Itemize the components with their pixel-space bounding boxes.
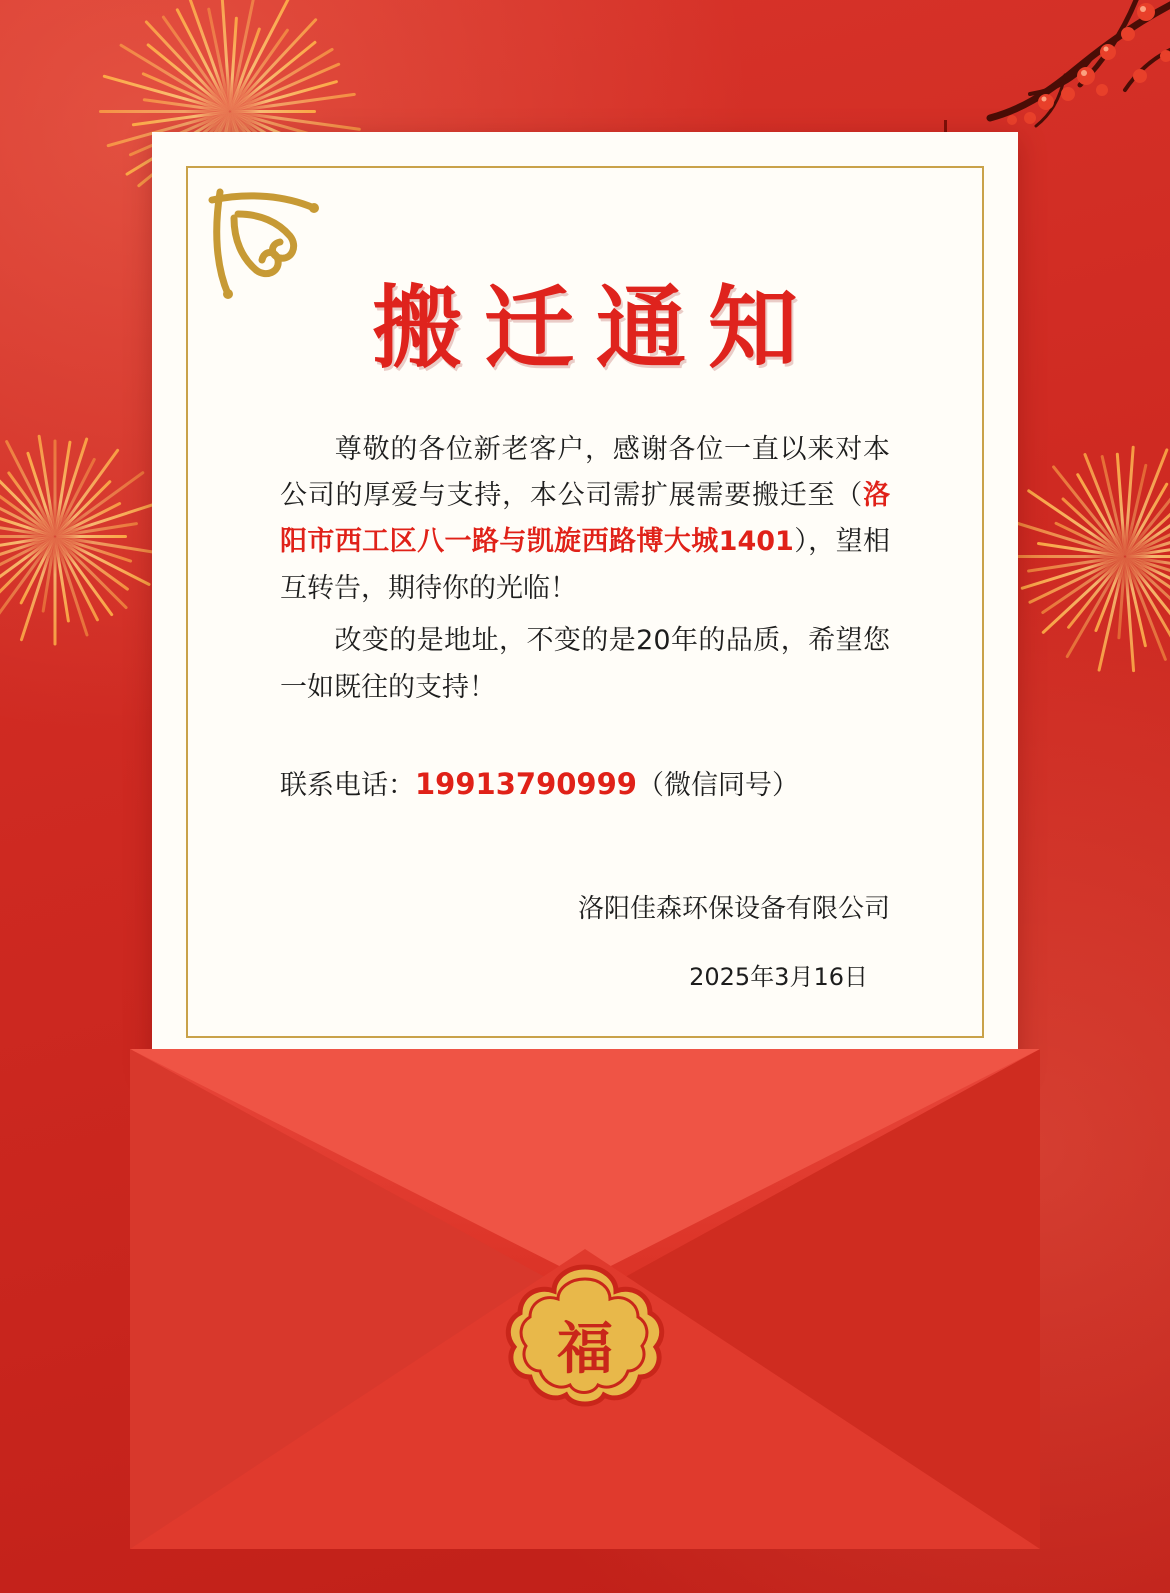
contact-phone: 19913790999: [415, 767, 637, 802]
notice-card: [152, 132, 1018, 1072]
paragraph-two: [280, 612, 890, 711]
fu-character: 福: [557, 1317, 613, 1382]
paragraph-one: [280, 377, 890, 613]
firework-right-icon: [1000, 430, 1170, 680]
red-envelope: [130, 1049, 1040, 1549]
paragraph-one-tail: ），望相互转告，期待你的光临！: [280, 526, 890, 604]
paragraph-one-lead: 尊敬的各位新老客户，感谢各位一直以来对本公司的厚爱与支持，本公司需扩展需要搬迁至（: [280, 433, 890, 511]
page-title: 搬迁通知: [372, 276, 820, 381]
contact-label: 联系电话：: [280, 770, 415, 802]
notice-date: 2025年3月16日: [689, 963, 868, 992]
contact-note: （微信同号）: [636, 770, 799, 802]
fu-seal-icon: [500, 1261, 670, 1411]
paragraph-two-text: 改变的是地址，不变的是20年的品质，希望您一如既往的支持！: [280, 625, 890, 703]
firework-left-icon: [0, 420, 170, 650]
envelope-top-flap: [130, 1049, 1040, 1279]
contact-line: [280, 711, 890, 802]
company-signature: 洛阳佳森环保设备有限公司: [577, 894, 890, 925]
new-address: 洛阳市西工区八一路与凯旋西路博大城1401: [280, 479, 890, 558]
